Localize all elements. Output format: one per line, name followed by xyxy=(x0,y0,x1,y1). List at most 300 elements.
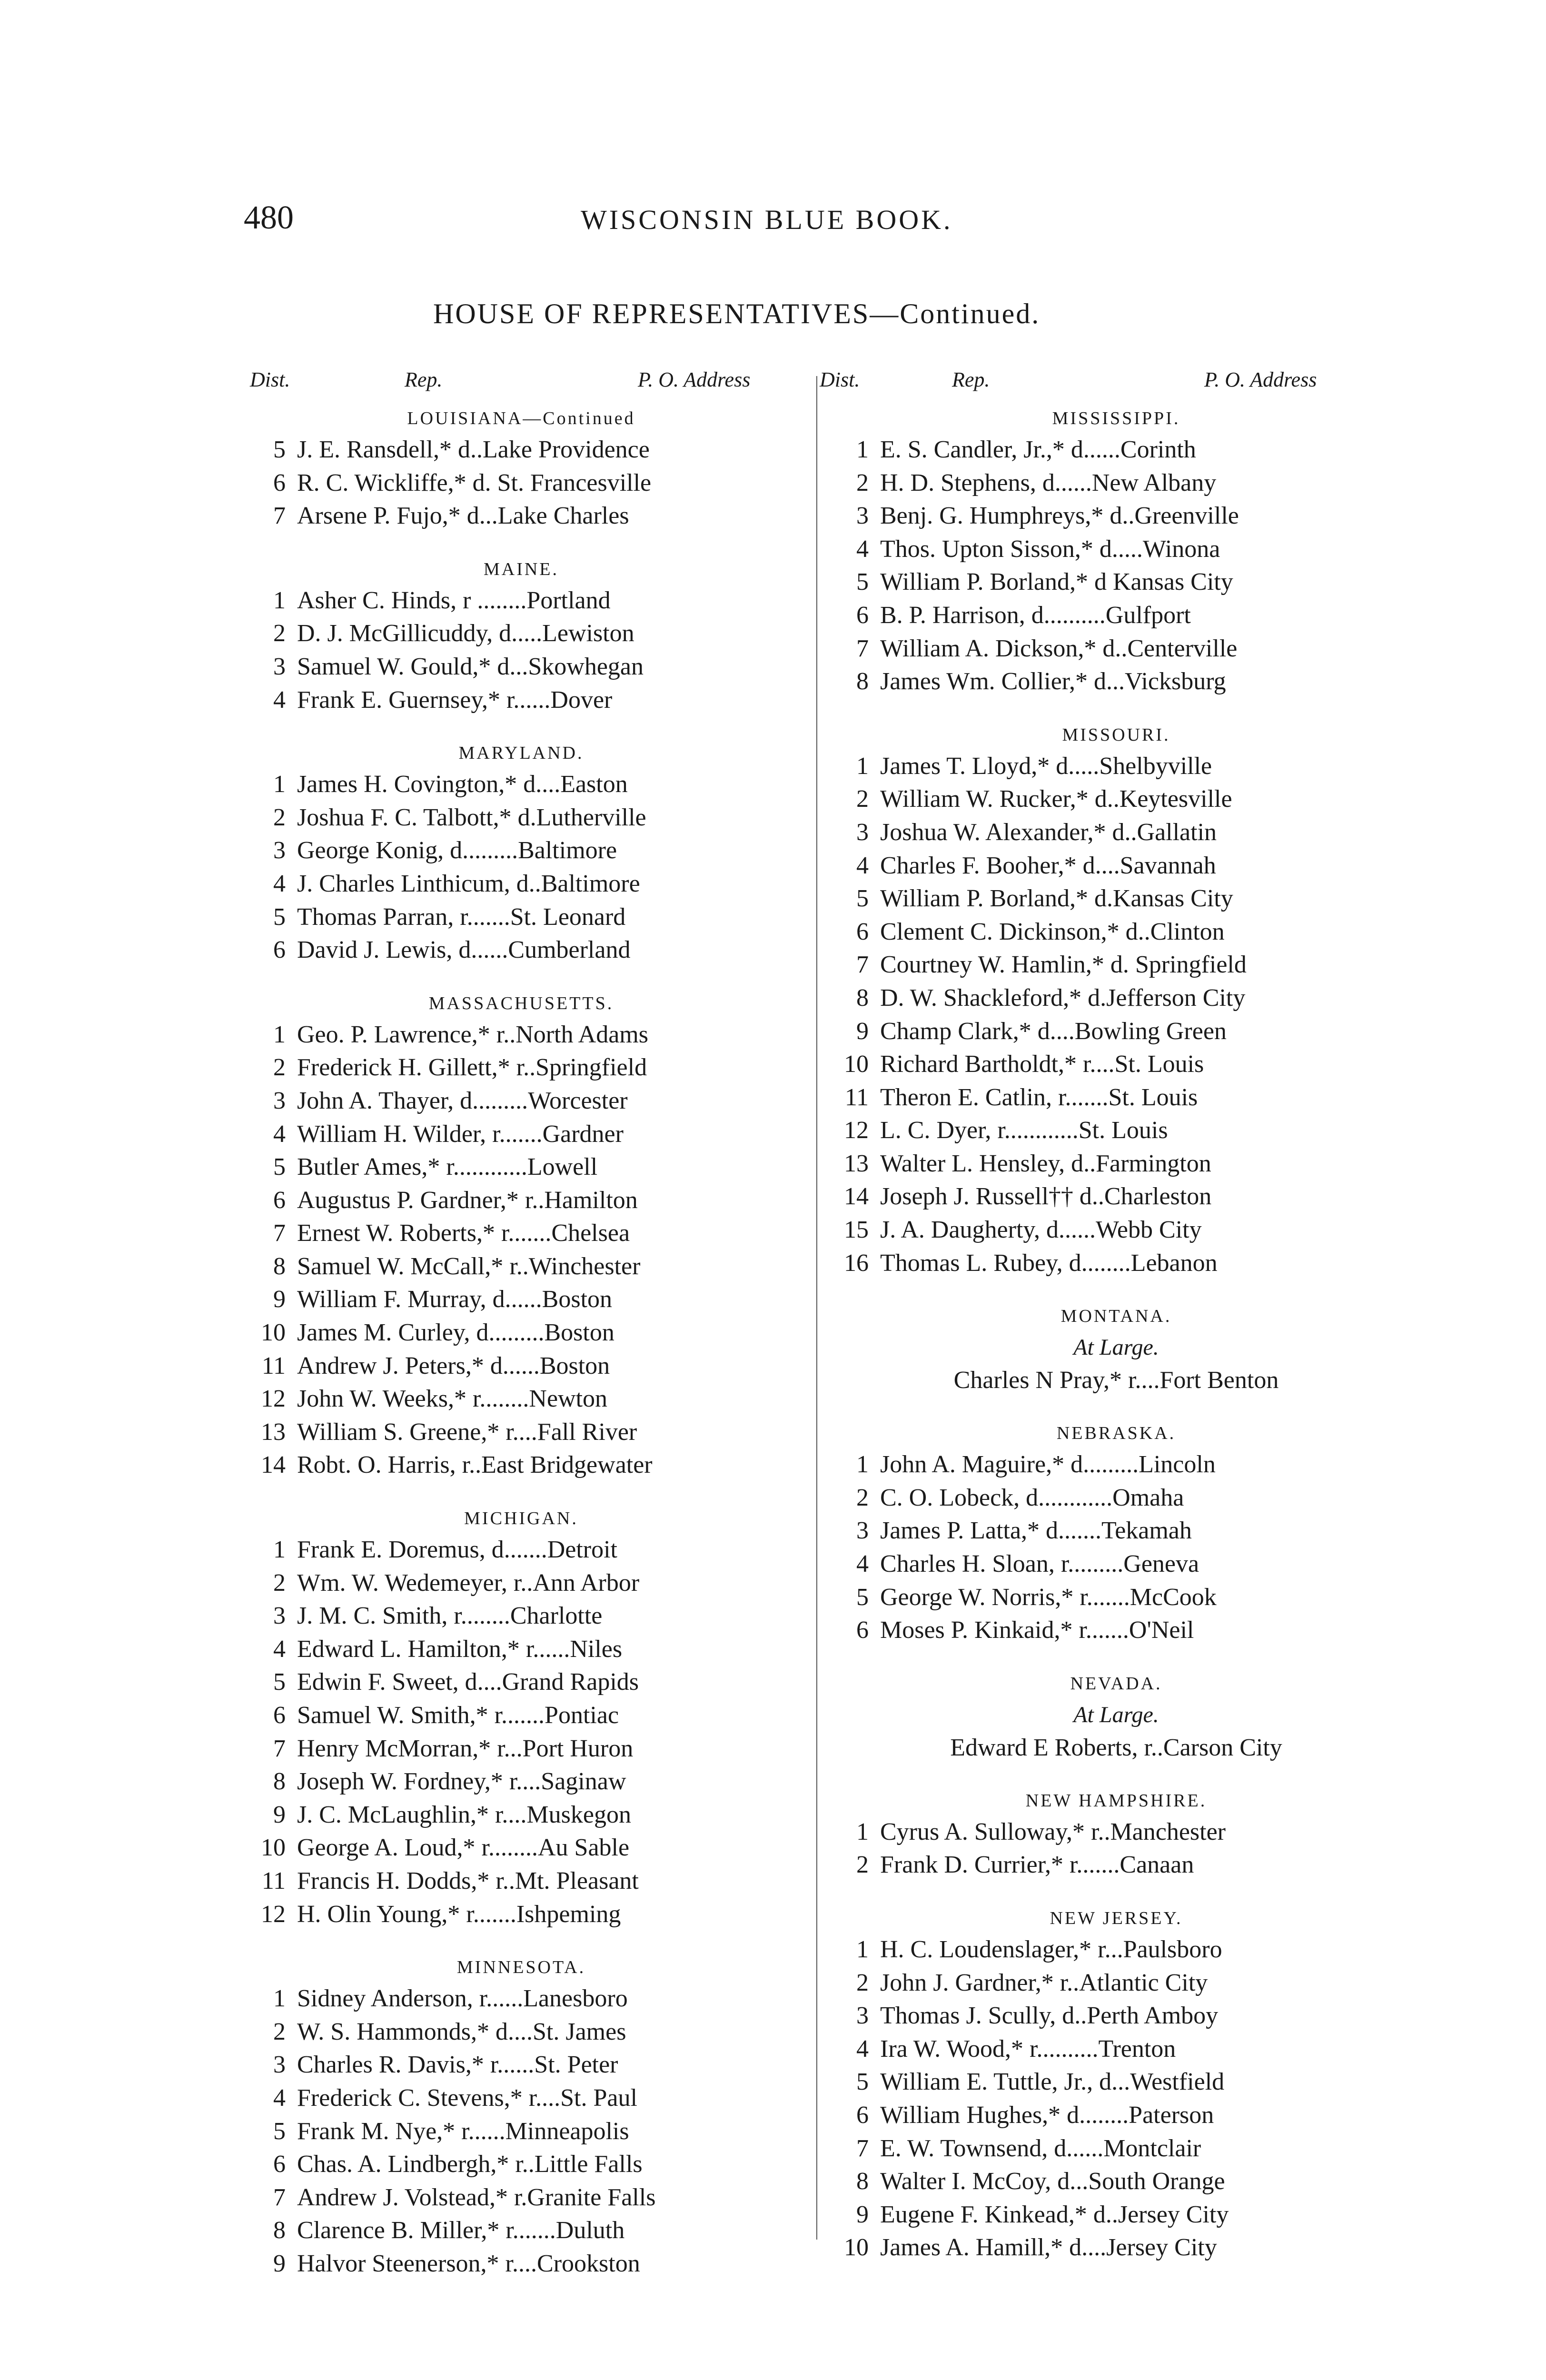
representative-entry: C. O. Lobeck, d............Omaha xyxy=(880,1484,1184,1511)
district-number: 5 xyxy=(273,436,286,463)
section-spacer xyxy=(252,967,790,985)
right-rep-header: Rep. xyxy=(952,368,990,391)
representative-entry: Thos. Upton Sisson,* d.....Winona xyxy=(880,535,1220,563)
at-large-label: At Large. xyxy=(1073,1335,1159,1360)
section-spacer xyxy=(252,716,790,734)
representative-row xyxy=(252,1633,790,1666)
representative-row xyxy=(835,1614,1397,1647)
district-number: 3 xyxy=(273,653,286,680)
representative-entry: Thomas J. Scully, d..Perth Amboy xyxy=(880,2002,1219,2030)
representative-row xyxy=(835,2165,1397,2198)
representative-row xyxy=(835,1114,1397,1147)
district-number: 12 xyxy=(261,1900,286,1928)
representative-entry: James Wm. Collier,* d...Vicksburg xyxy=(880,668,1226,695)
representative-row xyxy=(835,915,1397,949)
district-number: 9 xyxy=(273,1286,286,1313)
district-number: 1 xyxy=(856,436,869,463)
district-number: 7 xyxy=(273,502,286,530)
representative-entry: D. J. McGillicuddy, d.....Lewiston xyxy=(297,620,634,647)
representative-row xyxy=(252,867,790,901)
representative-entry: Samuel W. McCall,* r..Winchester xyxy=(297,1252,641,1280)
representative-entry: Eugene F. Kinkead,* d..Jersey City xyxy=(880,2201,1229,2228)
representative-entry: Clarence B. Miller,* r.......Duluth xyxy=(297,2217,625,2244)
representative-entry: J. Charles Linthicum, d..Baltimore xyxy=(297,870,640,897)
representative-row xyxy=(252,2148,790,2181)
district-number: 6 xyxy=(273,936,286,964)
district-number: 12 xyxy=(261,1385,286,1413)
district-number: 8 xyxy=(856,2168,869,2195)
district-number: 2 xyxy=(273,1054,286,1081)
section-spacer xyxy=(835,1647,1397,1665)
representative-row xyxy=(252,2115,790,2148)
district-number: 4 xyxy=(273,870,286,897)
section-spacer xyxy=(252,1931,790,1949)
state-heading: NEW HAMPSHIRE. xyxy=(1025,1790,1207,1811)
representative-row xyxy=(835,1848,1397,1882)
district-number: 10 xyxy=(261,1319,286,1347)
district-number: 5 xyxy=(856,568,869,596)
representative-entry: J. A. Daugherty, d......Webb City xyxy=(880,1216,1202,1244)
representative-entry: George W. Norris,* r.......McCook xyxy=(880,1583,1217,1611)
district-number: 4 xyxy=(856,1550,869,1578)
representative-row xyxy=(252,901,790,934)
representative-row xyxy=(835,783,1397,816)
district-number: 5 xyxy=(273,903,286,931)
district-number: 1 xyxy=(856,752,869,780)
state-heading: MONTANA. xyxy=(1060,1306,1172,1327)
representative-entry: Francis H. Dodds,* r..Mt. Pleasant xyxy=(297,1867,639,1894)
representative-row xyxy=(252,2082,790,2115)
representative-entry: Wm. W. Wedemeyer, r..Ann Arbor xyxy=(297,1569,640,1597)
representative-row xyxy=(835,665,1397,698)
representative-row xyxy=(835,1213,1397,1247)
section-spacer xyxy=(252,1482,790,1500)
representative-row xyxy=(252,1316,790,1349)
representative-entry: George Konig, d.........Baltimore xyxy=(297,837,617,864)
representative-row xyxy=(252,617,790,650)
representative-row xyxy=(835,2033,1397,2066)
district-number: 3 xyxy=(856,1517,869,1545)
representative-entry: William P. Borland,* d Kansas City xyxy=(880,568,1233,596)
representative-entry: William S. Greene,* r....Fall River xyxy=(297,1418,637,1446)
section-spacer xyxy=(835,1397,1397,1415)
district-number: 1 xyxy=(273,1536,286,1564)
district-number: 3 xyxy=(273,1087,286,1114)
district-number: 6 xyxy=(273,1186,286,1214)
state-heading: MASSACHUSETTS. xyxy=(428,993,614,1013)
district-number: 8 xyxy=(273,1252,286,1280)
representative-entry: B. P. Harrison, d..........Gulfport xyxy=(880,601,1191,629)
representative-row xyxy=(835,533,1397,566)
representative-row xyxy=(835,750,1397,783)
district-number: 2 xyxy=(856,1484,869,1511)
representative-entry: Samuel W. Smith,* r.......Pontiac xyxy=(297,1702,619,1729)
representative-entry: Arsene P. Fujo,* d...Lake Charles xyxy=(297,502,629,530)
district-number: 7 xyxy=(856,635,869,662)
district-number: 5 xyxy=(273,1153,286,1181)
representative-entry: Frank D. Currier,* r.......Canaan xyxy=(880,1851,1194,1879)
state-heading: NEW JERSEY. xyxy=(1050,1908,1183,1928)
representative-row xyxy=(835,1147,1397,1180)
district-number: 8 xyxy=(856,984,869,1012)
district-number: 10 xyxy=(261,1834,286,1862)
district-number: 11 xyxy=(261,1867,286,1894)
representative-row xyxy=(252,1982,790,2015)
district-number: 6 xyxy=(856,1616,869,1644)
district-number: 2 xyxy=(856,785,869,813)
representative-entry: Butler Ames,* r............Lowell xyxy=(297,1153,598,1181)
at-large-representative: Edward E Roberts, r..Carson City xyxy=(950,1734,1282,1761)
representative-entry: W. S. Hammonds,* d....St. James xyxy=(297,2018,626,2045)
representative-row xyxy=(835,1015,1397,1048)
representative-entry: Asher C. Hinds, r ........Portland xyxy=(297,586,611,614)
district-number: 3 xyxy=(856,502,869,530)
district-number: 2 xyxy=(273,803,286,831)
representative-entry: Cyrus A. Sulloway,* r..Manchester xyxy=(880,1818,1226,1845)
district-number: 13 xyxy=(844,1150,869,1177)
representative-entry: Chas. A. Lindbergh,* r..Little Falls xyxy=(297,2151,643,2178)
district-number: 3 xyxy=(273,1602,286,1630)
district-number: 1 xyxy=(856,1936,869,1963)
representative-entry: William E. Tuttle, Jr., d...Westfield xyxy=(880,2068,1225,2096)
representative-entry: Frank E. Doremus, d.......Detroit xyxy=(297,1536,618,1564)
state-heading: LOUISIANA—Continued xyxy=(407,408,635,428)
representative-entry: Clement C. Dickinson,* d..Clinton xyxy=(880,918,1225,945)
representative-row xyxy=(835,1048,1397,1081)
representative-entry: L. C. Dyer, r............St. Louis xyxy=(880,1117,1168,1144)
representative-entry: Champ Clark,* d....Bowling Green xyxy=(880,1017,1227,1045)
representative-entry: Halvor Steenerson,* r....Crookston xyxy=(297,2250,640,2277)
left-dist-header: Dist. xyxy=(250,368,290,391)
state-heading: NEVADA. xyxy=(1070,1673,1162,1694)
representative-entry: Benj. G. Humphreys,* d..Greenville xyxy=(880,502,1239,530)
district-number: 1 xyxy=(273,586,286,614)
district-number: 13 xyxy=(261,1418,286,1446)
section-spacer xyxy=(252,533,790,551)
representative-row xyxy=(835,2198,1397,2231)
district-number: 11 xyxy=(844,1083,869,1111)
representative-entry: J. E. Ransdell,* d..Lake Providence xyxy=(297,436,650,463)
state-heading: MAINE. xyxy=(483,559,559,579)
district-number: 2 xyxy=(856,1969,869,1996)
district-number: 1 xyxy=(856,1451,869,1478)
representative-row xyxy=(835,882,1397,915)
representative-row xyxy=(835,1999,1397,2033)
representative-row xyxy=(252,650,790,684)
district-number: 3 xyxy=(856,2002,869,2030)
district-number: 7 xyxy=(856,951,869,979)
district-number: 6 xyxy=(856,918,869,945)
representative-entry: Geo. P. Lawrence,* r..North Adams xyxy=(297,1021,648,1048)
district-number: 7 xyxy=(856,2134,869,2162)
district-number: 6 xyxy=(273,2151,286,2178)
representative-entry: William H. Wilder, r.......Gardner xyxy=(297,1120,624,1148)
district-number: 12 xyxy=(844,1117,869,1144)
representative-row xyxy=(252,768,790,801)
district-number: 1 xyxy=(273,1985,286,2013)
left-rep-header: Rep. xyxy=(405,368,443,391)
representative-row xyxy=(252,1283,790,1316)
representative-entry: James A. Hamill,* d....Jersey City xyxy=(880,2234,1217,2261)
representative-entry: Walter L. Hensley, d..Farmington xyxy=(880,1150,1211,1177)
representative-row xyxy=(835,948,1397,982)
representative-entry: John J. Gardner,* r..Atlantic City xyxy=(880,1969,1208,1996)
district-number: 1 xyxy=(856,1818,869,1845)
state-heading: MISSOURI. xyxy=(1062,724,1170,745)
representative-entry: William Hughes,* d........Paterson xyxy=(880,2101,1214,2129)
representative-entry: William P. Borland,* d.Kansas City xyxy=(880,885,1233,912)
representative-row xyxy=(835,1514,1397,1547)
representative-row xyxy=(252,684,790,717)
representative-row xyxy=(252,1084,790,1118)
representative-entry: Moses P. Kinkaid,* r.......O'Neil xyxy=(880,1616,1194,1644)
district-number: 3 xyxy=(273,837,286,864)
representative-row xyxy=(252,1599,790,1633)
district-number: 9 xyxy=(856,2201,869,2228)
representative-row xyxy=(835,1180,1397,1213)
representative-row xyxy=(252,2214,790,2247)
district-number: 10 xyxy=(844,2234,869,2261)
district-number: 1 xyxy=(273,1021,286,1048)
state-heading: MICHIGAN. xyxy=(464,1508,578,1529)
representative-entry: John W. Weeks,* r........Newton xyxy=(297,1385,608,1413)
representative-row xyxy=(835,982,1397,1015)
representative-entry: Andrew J. Peters,* d......Boston xyxy=(297,1352,610,1379)
district-number: 14 xyxy=(261,1451,286,1479)
representative-row xyxy=(252,2048,790,2082)
representative-entry: Frank M. Nye,* r......Minneapolis xyxy=(297,2117,629,2145)
representative-entry: Robt. O. Harris, r..East Bridgewater xyxy=(297,1451,653,1479)
representative-row xyxy=(252,584,790,617)
representative-row xyxy=(252,1533,790,1567)
representative-row xyxy=(252,1666,790,1699)
representative-row xyxy=(835,599,1397,632)
state-heading: MINNESOTA. xyxy=(456,1957,586,1978)
representative-row xyxy=(835,466,1397,500)
representative-row xyxy=(835,565,1397,599)
representative-row xyxy=(252,499,790,533)
representative-row xyxy=(252,2181,790,2214)
representative-entry: Theron E. Catlin, r.......St. Louis xyxy=(880,1083,1198,1111)
district-number: 7 xyxy=(273,1735,286,1762)
representative-entry: H. D. Stephens, d......New Albany xyxy=(880,469,1217,496)
district-number: 3 xyxy=(856,818,869,846)
section-title: HOUSE OF REPRESENTATIVES—Continued. xyxy=(433,298,1041,329)
representative-row xyxy=(252,1184,790,1217)
representative-entry: Frederick C. Stevens,* r....St. Paul xyxy=(297,2084,637,2112)
district-number: 4 xyxy=(273,1120,286,1148)
representative-entry: Ira W. Wood,* r..........Trenton xyxy=(880,2035,1176,2063)
at-large-label: At Large. xyxy=(1073,1702,1159,1727)
district-number: 2 xyxy=(273,2018,286,2045)
district-number: 7 xyxy=(273,2183,286,2211)
district-number: 2 xyxy=(856,1851,869,1879)
representative-entry: Thomas L. Rubey, d........Lebanon xyxy=(880,1249,1218,1277)
representative-entry: Charles H. Sloan, r.........Geneva xyxy=(880,1550,1199,1578)
representative-row xyxy=(252,1382,790,1416)
representative-row xyxy=(835,1966,1397,2000)
section-spacer xyxy=(835,1279,1397,1298)
representative-entry: William A. Dickson,* d..Centerville xyxy=(880,635,1238,662)
representative-row xyxy=(835,1933,1397,1966)
representative-entry: Ernest W. Roberts,* r.......Chelsea xyxy=(297,1220,630,1247)
representative-row xyxy=(835,1247,1397,1280)
representative-row xyxy=(252,2247,790,2281)
representative-entry: John A. Maguire,* d.........Lincoln xyxy=(880,1451,1216,1478)
representative-entry: Frederick H. Gillett,* r..Springfield xyxy=(297,1054,647,1081)
representative-entry: D. W. Shackleford,* d.Jefferson City xyxy=(880,984,1246,1012)
state-heading: MARYLAND. xyxy=(458,743,584,764)
representative-entry: James T. Lloyd,* d.....Shelbyville xyxy=(880,752,1212,780)
representative-row xyxy=(252,1250,790,1283)
district-number: 5 xyxy=(273,2117,286,2145)
district-number: 14 xyxy=(844,1183,869,1210)
district-number: 8 xyxy=(273,1768,286,1795)
representative-entry: Walter I. McCoy, d...South Orange xyxy=(880,2168,1225,2195)
representative-row xyxy=(252,1349,790,1383)
representative-row xyxy=(252,1217,790,1250)
left-address-header: P. O. Address xyxy=(638,368,751,391)
district-number: 16 xyxy=(844,1249,869,1277)
representative-entry: William F. Murray, d......Boston xyxy=(297,1286,613,1313)
representative-entry: Joshua F. C. Talbott,* d.Lutherville xyxy=(297,803,646,831)
representative-row xyxy=(835,632,1397,665)
district-number: 2 xyxy=(856,469,869,496)
representative-row xyxy=(835,2065,1397,2099)
representative-row xyxy=(835,1081,1397,1114)
district-number: 8 xyxy=(273,2217,286,2244)
representative-entry: Joshua W. Alexander,* d..Gallatin xyxy=(880,818,1217,846)
district-number: 5 xyxy=(273,1668,286,1696)
representative-row xyxy=(835,2132,1397,2165)
district-number: 5 xyxy=(856,2068,869,2096)
representative-entry: Frank E. Guernsey,* r......Dover xyxy=(297,686,613,714)
state-heading: MISSISSIPPI. xyxy=(1052,408,1180,428)
representative-row xyxy=(835,816,1397,849)
representative-entry: David J. Lewis, d......Cumberland xyxy=(297,936,631,964)
representative-row xyxy=(252,1699,790,1732)
representative-entry: J. C. McLaughlin,* r....Muskegon xyxy=(297,1801,631,1828)
running-head: WISCONSIN BLUE BOOK. xyxy=(581,204,953,235)
representative-entry: Charles R. Davis,* r......St. Peter xyxy=(297,2051,618,2079)
representative-entry: H. Olin Young,* r.......Ishpeming xyxy=(297,1900,621,1928)
representative-entry: John A. Thayer, d.........Worcester xyxy=(297,1087,628,1114)
representative-row xyxy=(835,1815,1397,1849)
representative-entry: J. M. C. Smith, r........Charlotte xyxy=(297,1602,603,1630)
representative-row xyxy=(252,1798,790,1832)
representative-entry: Edwin F. Sweet, d....Grand Rapids xyxy=(297,1668,639,1696)
representative-row xyxy=(835,2231,1397,2264)
representative-entry: Edward L. Hamilton,* r......Niles xyxy=(297,1635,623,1663)
district-number: 9 xyxy=(856,1017,869,1045)
representative-entry: William W. Rucker,* d..Keytesville xyxy=(880,785,1232,813)
representative-row xyxy=(252,466,790,500)
district-number: 8 xyxy=(856,668,869,695)
representative-entry: Richard Bartholdt,* r....St. Louis xyxy=(880,1051,1204,1078)
right-column xyxy=(835,400,1397,2264)
district-number: 4 xyxy=(273,2084,286,2112)
representative-row xyxy=(252,1118,790,1151)
representative-row xyxy=(252,933,790,967)
representative-row xyxy=(835,849,1397,883)
representative-row xyxy=(252,1448,790,1482)
district-number: 9 xyxy=(273,2250,286,2277)
representative-entry: E. S. Candler, Jr.,* d......Corinth xyxy=(880,436,1196,463)
right-address-header: P. O. Address xyxy=(1204,368,1317,391)
district-number: 6 xyxy=(856,2101,869,2129)
at-large-representative: Charles N Pray,* r....Fort Benton xyxy=(953,1367,1279,1394)
representative-row xyxy=(252,834,790,867)
district-number: 4 xyxy=(273,686,286,714)
representative-row xyxy=(835,1448,1397,1481)
right-dist-header: Dist. xyxy=(820,368,860,391)
representative-entry: Joseph J. Russell†† d..Charleston xyxy=(880,1183,1212,1210)
representative-row xyxy=(252,1567,790,1600)
representative-entry: Augustus P. Gardner,* r..Hamilton xyxy=(297,1186,638,1214)
district-number: 4 xyxy=(856,2035,869,2063)
district-number: 4 xyxy=(273,1635,286,1663)
page-number: 480 xyxy=(244,199,294,236)
district-number: 1 xyxy=(273,771,286,798)
column-divider xyxy=(816,376,817,2240)
representative-row xyxy=(252,1898,790,1931)
district-number: 15 xyxy=(844,1216,869,1244)
representative-entry: Andrew J. Volstead,* r.Granite Falls xyxy=(297,2183,656,2211)
representative-row xyxy=(252,1765,790,1798)
district-number: 4 xyxy=(856,535,869,563)
representative-entry: Sidney Anderson, r......Lanesboro xyxy=(297,1985,628,2013)
left-column xyxy=(252,400,790,2281)
representative-row xyxy=(252,1864,790,1898)
district-number: 5 xyxy=(856,885,869,912)
district-number: 4 xyxy=(856,852,869,879)
representative-entry: Thomas Parran, r.......St. Leonard xyxy=(297,903,626,931)
district-number: 2 xyxy=(273,1569,286,1597)
section-spacer xyxy=(835,1764,1397,1782)
representative-row xyxy=(252,1051,790,1084)
district-number: 9 xyxy=(273,1801,286,1828)
representative-entry: Charles F. Booher,* d....Savannah xyxy=(880,852,1216,879)
district-number: 7 xyxy=(273,1220,286,1247)
representative-entry: E. W. Townsend, d......Montclair xyxy=(880,2134,1201,2162)
representative-entry: James M. Curley, d.........Boston xyxy=(297,1319,614,1347)
state-heading: NEBRASKA. xyxy=(1056,1423,1176,1444)
district-number: 2 xyxy=(273,620,286,647)
representative-row xyxy=(252,433,790,466)
representative-entry: Samuel W. Gould,* d...Skowhegan xyxy=(297,653,644,680)
representative-row xyxy=(835,1547,1397,1581)
representative-row xyxy=(835,2099,1397,2132)
representative-entry: Henry McMorran,* r...Port Huron xyxy=(297,1735,634,1762)
representative-row xyxy=(252,801,790,834)
representative-row xyxy=(252,2015,790,2049)
district-number: 3 xyxy=(273,2051,286,2079)
district-number: 5 xyxy=(856,1583,869,1611)
representative-row xyxy=(252,1150,790,1184)
representative-entry: George A. Loud,* r........Au Sable xyxy=(297,1834,630,1862)
section-spacer xyxy=(835,1882,1397,1900)
representative-row xyxy=(835,1481,1397,1515)
district-number: 10 xyxy=(844,1051,869,1078)
representative-row xyxy=(252,1732,790,1765)
representative-row xyxy=(252,1831,790,1864)
representative-entry: R. C. Wickliffe,* d. St. Francesville xyxy=(297,469,652,496)
representative-row xyxy=(252,1018,790,1051)
representative-row xyxy=(252,1416,790,1449)
representative-entry: James P. Latta,* d.......Tekamah xyxy=(880,1517,1192,1545)
district-number: 6 xyxy=(273,1702,286,1729)
representative-entry: Courtney W. Hamlin,* d. Springfield xyxy=(880,951,1247,979)
